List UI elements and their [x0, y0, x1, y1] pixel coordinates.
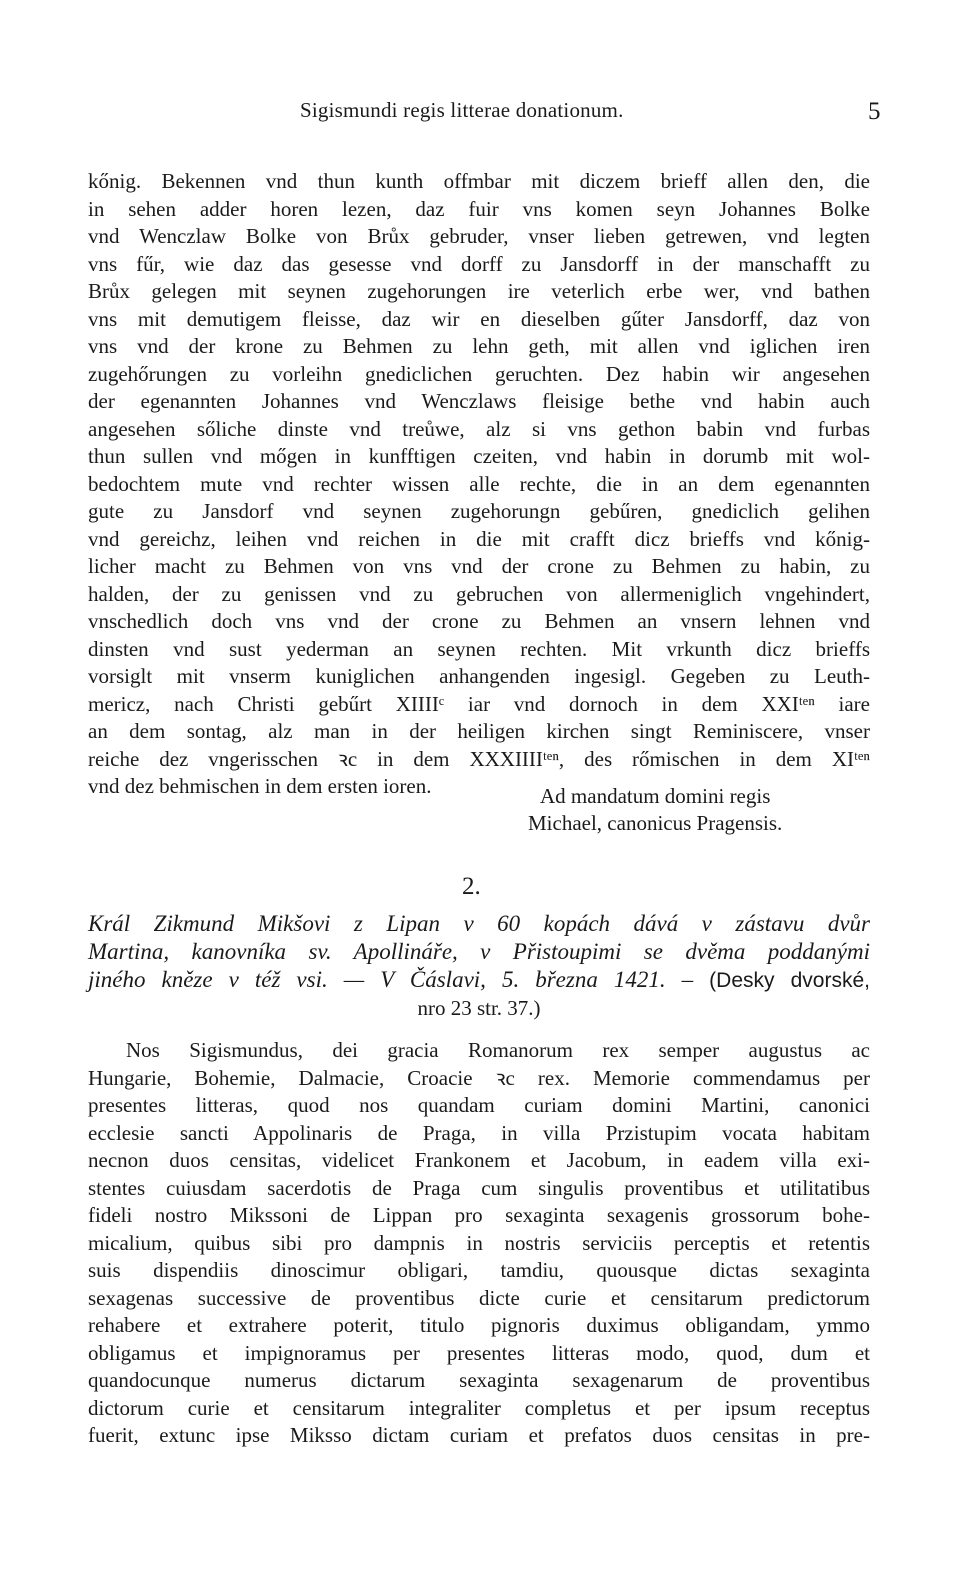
text-line: Nos Sigismundus, dei gracia Romanorum rex semper augustus ac	[126, 1038, 870, 1062]
text-line: Brůx gelegen mit seynen zugehorungen ire veterlich erbe wer, vnd bathen	[88, 279, 870, 303]
text-line: sexagenas successive de proventibus dicte curie et censitarum predictorum	[88, 1285, 870, 1310]
text-line: gute zu Jansdorf vnd seynen zugehorungn gebűren, gnediclich gelihen	[88, 499, 870, 523]
text-line: licher macht zu Behmen von vns vnd der crone zu Behmen zu habin, zu	[88, 554, 870, 578]
text-line: zugehőrungen zu vorleihn gnediclichen geruchten. Dez habin wir angesehen	[88, 361, 870, 386]
text-line: presentes litteras, quod nos quandam curiam domini Martini, canonici	[88, 1093, 870, 1117]
source-reference-continuation: nro 23 str. 37.)	[417, 996, 541, 1020]
signature-signer: Michael, canonicus Pragensis.	[528, 811, 783, 835]
text-line: vorsiglt mit vnserm kuniglichen anhangenden ingesigl. Gegeben zu Leuth-	[88, 664, 870, 688]
page-number: 5	[868, 98, 881, 125]
document-number: 2.	[462, 873, 481, 900]
text-line: vns mit demutigem fleisse, daz wir en dieselben gűter Jansdorff, daz von	[88, 306, 870, 331]
headnote-line: jiného kněze v též vsi. — V Čáslavi, 5. března 1421. –	[88, 967, 694, 992]
text-line: vnd dez behmischen in dem ersten ioren.	[88, 774, 432, 798]
text-line: Hungarie, Bohemie, Dalmacie, Croacie ꝛc rex. Memorie commendamus per	[88, 1065, 870, 1090]
text-line: halden, der zu genissen vnd zu gebruchen von allermeniglich vngehindert,	[88, 581, 870, 606]
text-line: mericz, nach Christi gebűrt XIIIIᶜ iar vnd dornoch in dem XXIᵗᵉⁿ iare	[88, 691, 870, 716]
text-line: rehabere et extrahere poterit, titulo pignoris duximus obligandam, ymmo	[88, 1313, 870, 1337]
headnote-line-with-source	[88, 966, 870, 994]
text-line: suis dispendiis dinoscimur obligari, tamdiu, quousque dictas sexaginta	[88, 1258, 870, 1282]
text-line: vnd gereichz, leihen vnd reichen in die mit crafft dicz brieffs vnd kőnig-	[88, 526, 870, 551]
text-line: der egenannten Johannes vnd Wenczlaws fleisige bethe vnd habin auch	[88, 389, 870, 413]
headnote-line: Král Zikmund Mikšovi z Lipan v 60 kopách dává v zástavu dvůr	[88, 911, 870, 936]
text-line: an dem sontag, alz man in der heiligen kirchen singt Reminiscere, vnser	[88, 719, 870, 743]
text-line: vns vnd der krone zu Behmen zu lehn geth, mit allen vnd iglichen iren	[88, 334, 870, 358]
letter-two-text	[88, 1037, 870, 1450]
text-line: reiche dez vngerisschen ꝛc in dem XXXIIIIᵗᵉⁿ, des rőmischen in dem XIᵗᵉⁿ	[88, 746, 870, 771]
text-line: thun sullen vnd mőgen in kunfftigen czeiten, vnd habin in dorumb mit wol-	[88, 444, 870, 468]
text-line: ecclesie sancti Appolinaris de Praga, in villa Przistupim vocata habitam	[88, 1120, 870, 1145]
document-headnote	[88, 910, 870, 1022]
text-line: fideli nostro Mikssoni de Lippan pro sexaginta sexagenis grossorum bohe-	[88, 1203, 870, 1227]
text-line: fuerit, extunc ipse Miksso dictam curiam et prefatos duos censitas in pre-	[88, 1423, 870, 1447]
signature-block	[528, 783, 783, 837]
text-line: stentes cuiusdam sacerdotis de Praga cum singulis proventibus et utilitatibus	[88, 1175, 870, 1200]
source-reference: (Desky dvorské,	[709, 969, 870, 992]
text-line: micalium, quibus sibi pro dampnis in nostris serviciis perceptis et retentis	[88, 1230, 870, 1255]
text-line: bedochtem mute vnd rechter wissen alle rechte, die in an dem egenannten	[88, 471, 870, 496]
signature-mandate: Ad mandatum domini regis	[540, 784, 771, 808]
text-line: obligamus et impignoramus per presentes litteras modo, quod, dum et	[88, 1340, 870, 1365]
text-line: necnon duos censitas, videlicet Frankonem et Jacobum, in eadem villa exi-	[88, 1148, 870, 1172]
text-line: vnd Wenczlaw Bolke von Brůx gebruder, vnser lieben getrewen, vnd legten	[88, 224, 870, 248]
text-line: kőnig. Bekennen vnd thun kunth offmbar mit diczem brieff allen den, die	[88, 169, 870, 193]
text-line: dictorum curie et censitarum integraliter completus et per ipsum receptus	[88, 1395, 870, 1420]
running-title: Sigismundi regis litterae donationum.	[300, 98, 624, 122]
letter-one-text	[88, 168, 870, 801]
headnote-line: Martina, kanovníka sv. Apollináře, v Přistoupimi se dvěma poddanými	[88, 939, 870, 964]
text-line: in sehen adder horen lezen, daz fuir vns komen seyn Johannes Bolke	[88, 196, 870, 221]
text-line: quandocunque numerus dictarum sexaginta sexagenarum de proventibus	[88, 1368, 870, 1392]
text-line: dinsten vnd sust yederman an seynen rechten. Mit vrkunth dicz brieffs	[88, 636, 870, 661]
text-line: angesehen sőliche dinste vnd treůwe, alz si vns gethon babin vnd furbas	[88, 416, 870, 441]
text-line: vnschedlich doch vns vnd der crone zu Behmen an vnsern lehnen vnd	[88, 609, 870, 633]
text-line: vns fűr, wie daz das gesesse vnd dorff zu Jansdorff in der manschafft zu	[88, 251, 870, 276]
